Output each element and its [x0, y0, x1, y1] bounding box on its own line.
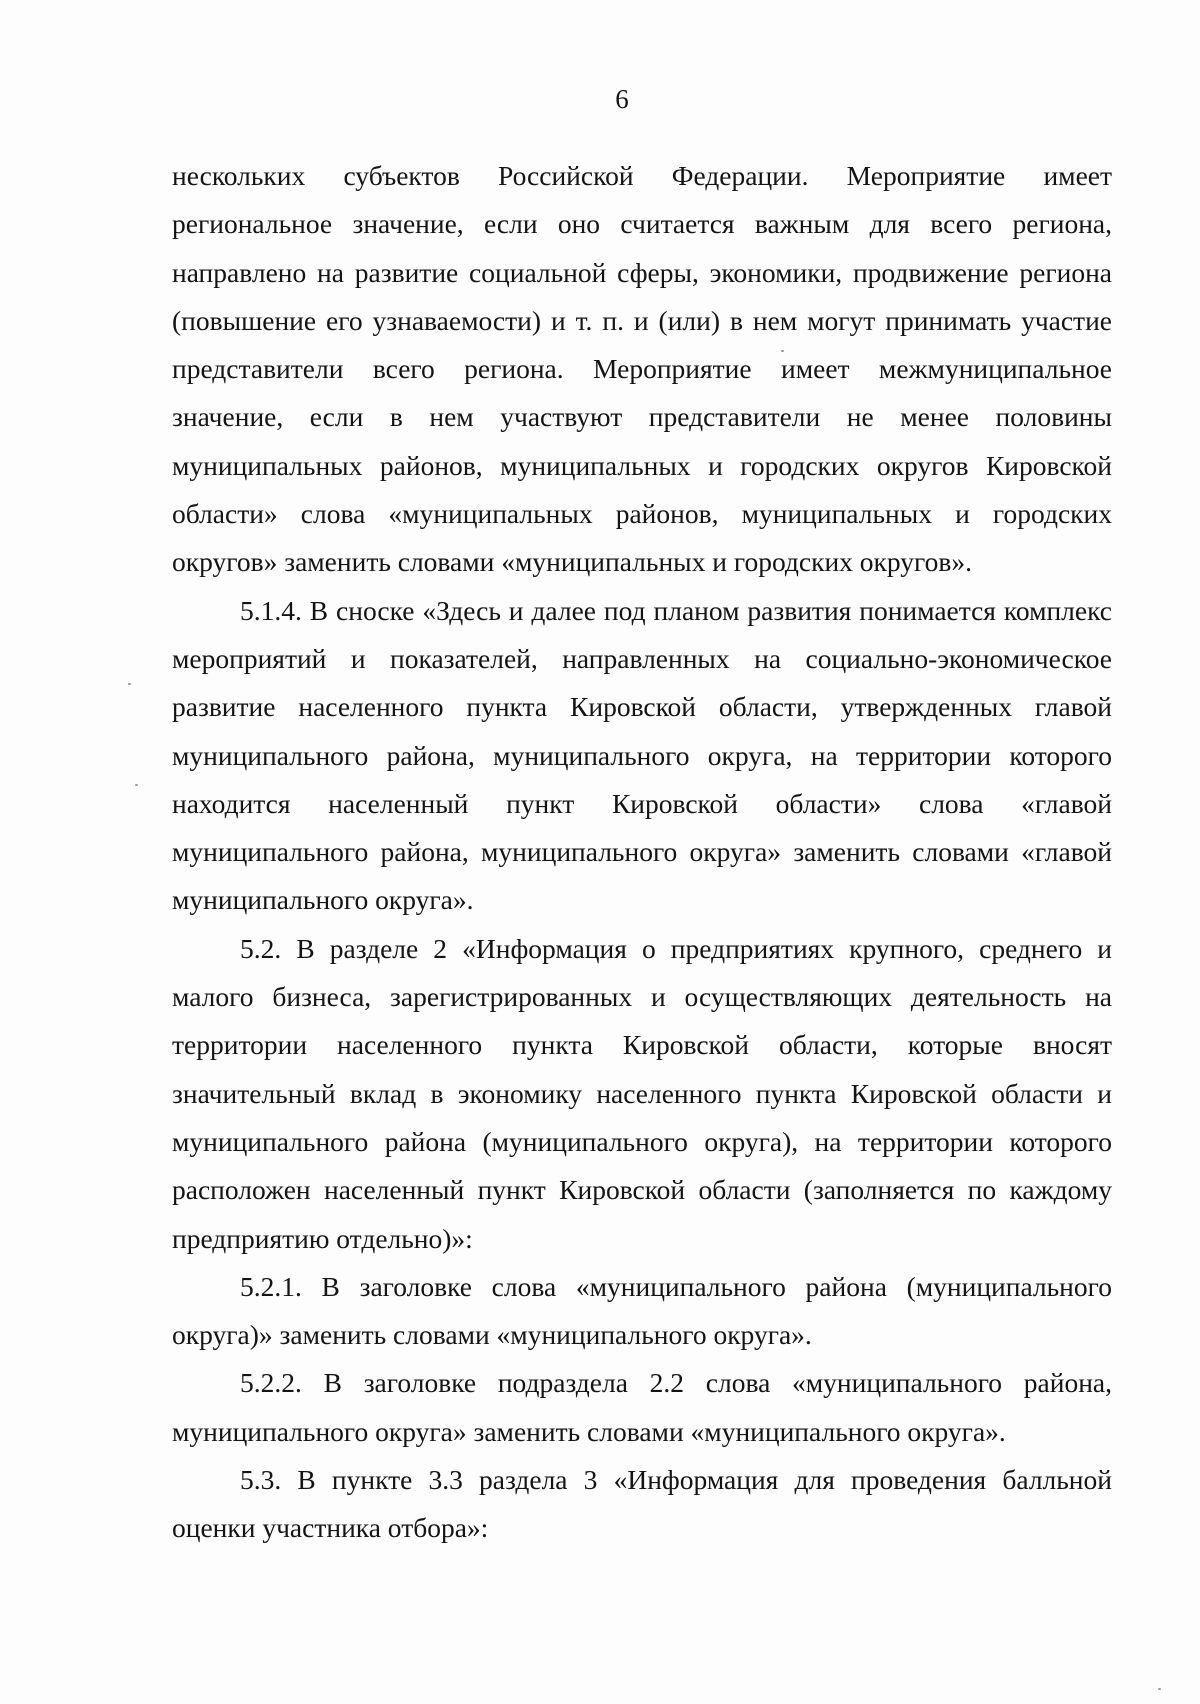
paragraph-continuation: нескольких субъектов Российской Федерации. Мероприятие имеет региональное значение, если оно считается важным для всего региона, направлено на развитие социальной сферы, экономики, продвижение региона (повышение его узнаваемости) и т. п. и (или) в нем могут принимать участие представители всего региона. Мероприятие имеет межмуниципальное значение, если в нем участвуют представители не менее половины муниципальных районов, муниципальных и городских округов Кировской области» слова «муниципальных районов, муниципальных и городских округов» заменить словами «муниципальных и городских округов».	[172, 160, 1112, 578]
paragraph-5-2: 5.2. В разделе 2 «Информация о предприятиях крупного, среднего и малого бизнеса, зарегистрированных и осуществляющих деятельность на территории населенного пункта Кировской области, которые вносят значительный вклад в экономику населенного пункта Кировской области и муниципального района (муниципального округа), на территории которого расположен населенный пункт Кировской области (заполняется по каждому предприятию отдельно)»:	[172, 932, 1112, 1254]
paragraph-5-2-1: 5.2.1. В заголовке слова «муниципального района (муниципального округа)» заменить словами «муниципального округа».	[172, 1270, 1112, 1351]
scan-speck	[781, 350, 784, 352]
page-number: 6	[615, 84, 629, 114]
paragraph-5-2-2: 5.2.2. В заголовке подраздела 2.2 слова «муниципального района, муниципального округа» заменить словами «муниципального округа».	[172, 1367, 1112, 1447]
paragraph-5-1-4: 5.1.4. В сноске «Здесь и далее под планом развития понимается комплекс мероприятий и показателей, направленных на социально-экономическое развитие населенного пункта Кировской области, утвержденных главой муниципального района, муниципального округа, на территории которого находится населенный пункт Кировской области» слова «главой муниципального района, муниципального округа» заменить словами «главой муниципального округа».	[172, 594, 1112, 916]
document-body	[172, 152, 1112, 1553]
scan-speck	[135, 784, 138, 786]
scan-speck	[128, 683, 131, 685]
scan-speck	[1158, 1688, 1161, 1690]
paragraph-5-3: 5.3. В пункте 3.3 раздела 3 «Информация для проведения балльной оценки участника отбора»:	[172, 1464, 1112, 1544]
